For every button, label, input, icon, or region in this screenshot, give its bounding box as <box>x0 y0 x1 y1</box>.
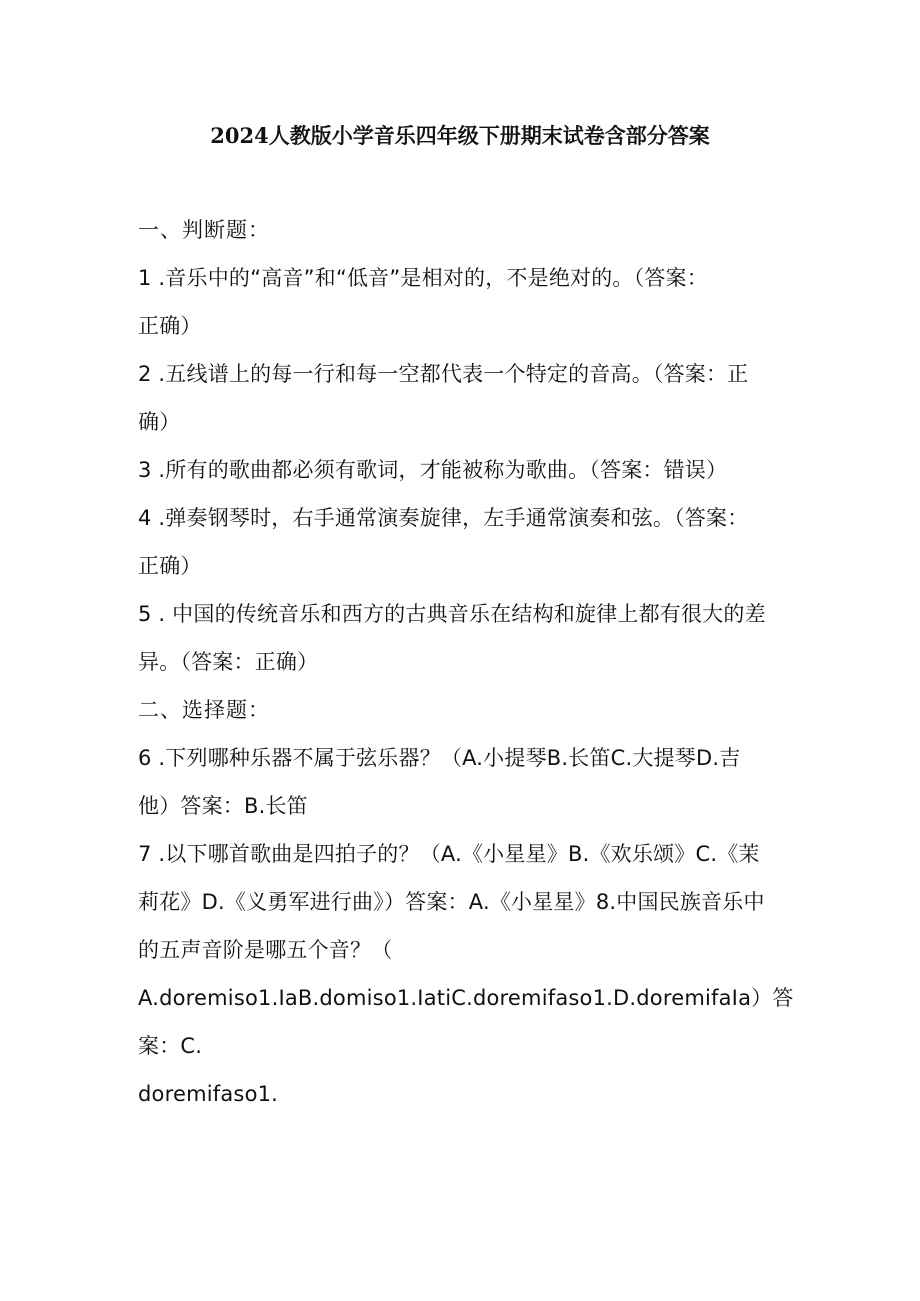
question-2-line-2: 确） <box>138 410 181 434</box>
question-6-line-2: 他）答案：B.长笛 <box>138 794 308 818</box>
question-1-line-1: 1 .音乐中的“高音”和“低音”是相对的，不是绝对的。（答案： <box>138 266 708 290</box>
section-heading-true-false: 一、判断题： <box>138 218 270 242</box>
question-3-line-1: 3 .所有的歌曲都必须有歌词，才能被称为歌曲。（答案：错误） <box>138 458 728 482</box>
question-4-line-2: 正确） <box>138 554 202 578</box>
question-1-line-2: 正确） <box>138 314 202 338</box>
question-2-line-1: 2 .五线谱上的每一行和每一空都代表一个特定的音高。（答案：正 <box>138 362 749 386</box>
question-8-line-4: doremifaso1. <box>138 1082 279 1106</box>
question-6-line-1: 6 .下列哪种乐器不属于弦乐器？（A.小提琴B.长笛C.大提琴D.吉 <box>138 746 741 770</box>
question-5-line-2: 异。（答案：正确） <box>138 650 319 674</box>
question-7-line-2: 莉花》D.《义勇军进行曲》）答案：A.《小星星》8.中国民族音乐中 <box>138 890 765 914</box>
question-8-line-3: 案：C. <box>138 1034 203 1058</box>
question-7-line-1: 7 .以下哪首歌曲是四拍子的？（A.《小星星》B.《欢乐颂》C.《茉 <box>138 842 760 866</box>
question-8-line-2: A.doremiso1.IaB.domiso1.IatiC.doremifaso1.D.doremifaIa）答 <box>138 986 794 1010</box>
section-heading-multiple-choice: 二、选择题： <box>138 698 270 722</box>
question-4-line-1: 4 .弹奏钢琴时，右手通常演奏旋律，左手通常演奏和弦。（答案： <box>138 506 749 530</box>
question-8-line-1: 的五声音阶是哪五个音？（ <box>138 938 393 962</box>
question-5-line-1: 5 . 中国的传统音乐和西方的古典音乐在结构和旋律上都有很大的差 <box>138 602 766 626</box>
document-title: 2024人教版小学音乐四年级下册期末试卷含部分答案 <box>210 123 710 148</box>
